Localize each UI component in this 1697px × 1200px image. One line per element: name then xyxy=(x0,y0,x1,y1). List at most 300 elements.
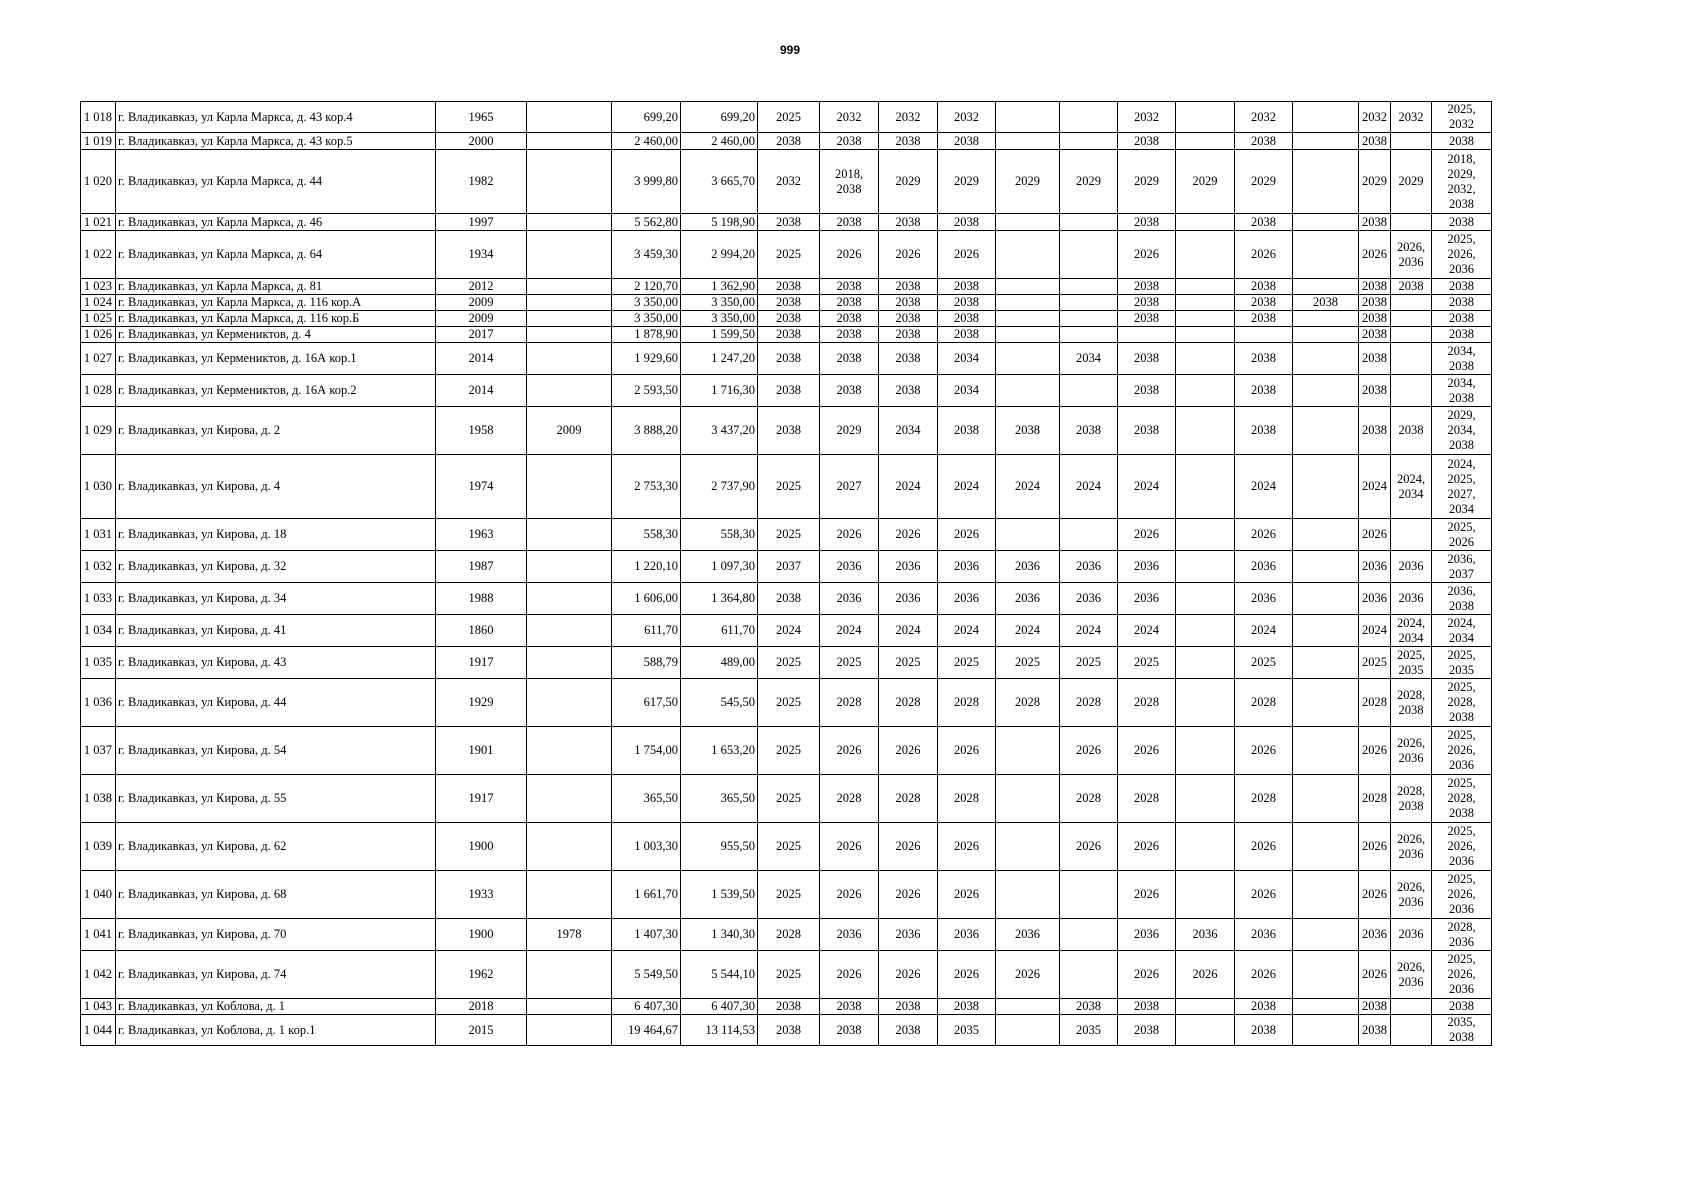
repair-year-cell: 2036, 2037 xyxy=(1432,551,1492,583)
address-cell: г. Владикавказ, ул Кирова, д. 55 xyxy=(116,775,436,823)
row-number-cell: 1 030 xyxy=(81,455,116,519)
row-number-cell: 1 031 xyxy=(81,519,116,551)
repair-year-cell: 2026 xyxy=(879,823,938,871)
address-cell: г. Владикавказ, ул Кермениктов, д. 16А кор.2 xyxy=(116,375,436,407)
repair-year-cell: 2024, 2034 xyxy=(1391,455,1432,519)
row-number-cell: 1 039 xyxy=(81,823,116,871)
build-year-cell: 2014 xyxy=(436,343,527,375)
repair-year-cell xyxy=(1060,133,1118,150)
reconstruction-year-cell xyxy=(527,327,612,343)
repair-year-cell: 2026 xyxy=(1359,231,1391,279)
total-area-cell: 699,20 xyxy=(612,102,681,133)
repair-year-cell: 2036 xyxy=(879,551,938,583)
repair-year-cell: 2038 xyxy=(1432,327,1492,343)
repair-year-cell xyxy=(1293,327,1359,343)
row-number-cell: 1 026 xyxy=(81,327,116,343)
repair-year-cell xyxy=(996,343,1060,375)
repair-year-cell xyxy=(996,775,1060,823)
living-area-cell: 2 994,20 xyxy=(681,231,758,279)
repair-year-cell: 2038 xyxy=(1235,343,1293,375)
total-area-cell: 365,50 xyxy=(612,775,681,823)
repair-year-cell: 2028 xyxy=(879,679,938,727)
repair-year-cell: 2026 xyxy=(938,519,996,551)
repair-year-cell: 2036 xyxy=(1359,551,1391,583)
repair-year-cell: 2026 xyxy=(820,727,879,775)
repair-year-cell xyxy=(1293,871,1359,919)
repair-year-cell: 2024 xyxy=(996,455,1060,519)
repair-year-cell xyxy=(1176,615,1235,647)
address-cell: г. Владикавказ, ул Кирова, д. 41 xyxy=(116,615,436,647)
repair-year-cell: 2038 xyxy=(820,279,879,295)
repair-year-cell: 2036 xyxy=(1176,919,1235,951)
repair-year-cell xyxy=(996,279,1060,295)
table-row xyxy=(81,1015,1492,1046)
repair-year-cell: 2025, 2028, 2038 xyxy=(1432,775,1492,823)
build-year-cell: 1965 xyxy=(436,102,527,133)
repair-year-cell: 2038 xyxy=(1235,375,1293,407)
repair-year-cell xyxy=(1293,647,1359,679)
row-number-cell: 1 021 xyxy=(81,214,116,231)
repair-year-cell xyxy=(1391,311,1432,327)
row-number-cell: 1 028 xyxy=(81,375,116,407)
repair-year-cell: 2038 xyxy=(938,999,996,1015)
reconstruction-year-cell xyxy=(527,311,612,327)
repair-year-cell xyxy=(1293,583,1359,615)
repair-year-cell xyxy=(1293,231,1359,279)
repair-year-cell: 2025, 2035 xyxy=(1432,647,1492,679)
repair-year-cell: 2025, 2028, 2038 xyxy=(1432,679,1492,727)
repair-year-cell: 2038 xyxy=(758,311,820,327)
repair-year-cell: 2038 xyxy=(758,375,820,407)
address-cell: г. Владикавказ, ул Кирова, д. 70 xyxy=(116,919,436,951)
build-year-cell: 1917 xyxy=(436,647,527,679)
reconstruction-year-cell xyxy=(527,279,612,295)
total-area-cell: 1 003,30 xyxy=(612,823,681,871)
repair-year-cell: 2026 xyxy=(1118,231,1176,279)
repair-year-cell: 2024 xyxy=(1235,615,1293,647)
repair-year-cell: 2038 xyxy=(879,327,938,343)
reconstruction-year-cell: 1978 xyxy=(527,919,612,951)
repair-year-cell: 2026 xyxy=(1359,823,1391,871)
repair-year-cell xyxy=(1176,871,1235,919)
repair-year-cell: 2038 xyxy=(820,1015,879,1046)
repair-year-cell: 2038 xyxy=(820,999,879,1015)
repair-year-cell: 2026 xyxy=(1060,823,1118,871)
table-row xyxy=(81,871,1492,919)
repair-year-cell: 2026 xyxy=(879,871,938,919)
address-cell: г. Владикавказ, ул Кирова, д. 32 xyxy=(116,551,436,583)
repair-year-cell: 2035, 2038 xyxy=(1432,1015,1492,1046)
reconstruction-year-cell xyxy=(527,871,612,919)
repair-year-cell: 2025 xyxy=(758,519,820,551)
repair-year-cell: 2038 xyxy=(820,375,879,407)
repair-year-cell xyxy=(1391,133,1432,150)
living-area-cell: 5 198,90 xyxy=(681,214,758,231)
repair-year-cell: 2036 xyxy=(1359,919,1391,951)
repair-year-cell: 2038 xyxy=(820,214,879,231)
repair-year-cell xyxy=(996,727,1060,775)
repair-year-cell: 2029 xyxy=(820,407,879,455)
repair-year-cell: 2038 xyxy=(758,279,820,295)
repair-year-cell: 2038 xyxy=(1060,999,1118,1015)
total-area-cell: 6 407,30 xyxy=(612,999,681,1015)
reconstruction-year-cell xyxy=(527,583,612,615)
repair-year-cell: 2038 xyxy=(1235,133,1293,150)
living-area-cell: 1 097,30 xyxy=(681,551,758,583)
repair-year-cell: 2032 xyxy=(938,102,996,133)
repair-year-cell: 2029 xyxy=(1391,150,1432,214)
repair-year-cell: 2038 xyxy=(758,214,820,231)
repair-year-cell xyxy=(1293,407,1359,455)
repair-year-cell: 2028 xyxy=(1359,775,1391,823)
repair-year-cell xyxy=(1391,327,1432,343)
repair-year-cell xyxy=(1293,775,1359,823)
repair-year-cell: 2028 xyxy=(1060,775,1118,823)
repair-year-cell: 2026 xyxy=(1235,951,1293,999)
repair-year-cell: 2038 xyxy=(938,407,996,455)
repair-year-cell: 2026 xyxy=(938,727,996,775)
repair-year-cell: 2026 xyxy=(1118,727,1176,775)
repair-year-cell: 2038 xyxy=(1359,343,1391,375)
repair-year-cell: 2038 xyxy=(1432,999,1492,1015)
repair-year-cell: 2028 xyxy=(820,679,879,727)
repair-year-cell: 2025 xyxy=(1060,647,1118,679)
repair-year-cell: 2038 xyxy=(1118,343,1176,375)
repair-year-cell xyxy=(1391,519,1432,551)
row-number-cell: 1 024 xyxy=(81,295,116,311)
repair-year-cell: 2038 xyxy=(1359,407,1391,455)
repair-year-cell: 2038 xyxy=(1060,407,1118,455)
reconstruction-year-cell xyxy=(527,375,612,407)
repair-year-cell: 2028 xyxy=(820,775,879,823)
total-area-cell: 1 929,60 xyxy=(612,343,681,375)
reconstruction-year-cell xyxy=(527,999,612,1015)
repair-year-cell: 2025 xyxy=(758,231,820,279)
reconstruction-year-cell xyxy=(527,150,612,214)
table-row xyxy=(81,519,1492,551)
table-row xyxy=(81,295,1492,311)
living-area-cell: 1 362,90 xyxy=(681,279,758,295)
repair-year-cell xyxy=(1293,455,1359,519)
repair-year-cell: 2036 xyxy=(1235,583,1293,615)
reconstruction-year-cell: 2009 xyxy=(527,407,612,455)
repair-year-cell: 2024 xyxy=(879,615,938,647)
build-year-cell: 1963 xyxy=(436,519,527,551)
table-row xyxy=(81,951,1492,999)
table-row xyxy=(81,919,1492,951)
repair-year-cell: 2028 xyxy=(879,775,938,823)
table-row xyxy=(81,647,1492,679)
address-cell: г. Владикавказ, ул Кирова, д. 68 xyxy=(116,871,436,919)
repair-year-cell: 2032 xyxy=(1235,102,1293,133)
repair-year-cell: 2025 xyxy=(758,455,820,519)
row-number-cell: 1 044 xyxy=(81,1015,116,1046)
repair-year-cell xyxy=(1060,214,1118,231)
repair-year-cell: 2038 xyxy=(1235,295,1293,311)
repair-year-cell: 2035 xyxy=(938,1015,996,1046)
repair-year-cell: 2038 xyxy=(1118,407,1176,455)
repair-year-cell: 2025, 2026 xyxy=(1432,519,1492,551)
repair-year-cell: 2026 xyxy=(1118,823,1176,871)
repair-year-cell xyxy=(1293,150,1359,214)
repair-year-cell: 2026 xyxy=(820,871,879,919)
repair-year-cell: 2026 xyxy=(938,951,996,999)
repair-year-cell: 2036, 2038 xyxy=(1432,583,1492,615)
living-area-cell: 1 716,30 xyxy=(681,375,758,407)
repair-year-cell: 2026 xyxy=(820,519,879,551)
repair-year-cell: 2032 xyxy=(879,102,938,133)
table-row xyxy=(81,727,1492,775)
build-year-cell: 2012 xyxy=(436,279,527,295)
repair-year-cell: 2038 xyxy=(1118,1015,1176,1046)
repair-year-cell xyxy=(1060,311,1118,327)
reconstruction-year-cell xyxy=(527,133,612,150)
repair-year-cell: 2038 xyxy=(1118,375,1176,407)
repair-year-cell: 2026 xyxy=(1176,951,1235,999)
table-row xyxy=(81,551,1492,583)
repair-year-cell xyxy=(1391,999,1432,1015)
build-year-cell: 1900 xyxy=(436,823,527,871)
repair-year-cell: 2036 xyxy=(820,919,879,951)
repair-year-cell: 2029, 2034, 2038 xyxy=(1432,407,1492,455)
page-number: 999 xyxy=(779,43,801,57)
repair-year-cell xyxy=(1293,1015,1359,1046)
repair-year-cell: 2038 xyxy=(1432,279,1492,295)
repair-year-cell xyxy=(1060,519,1118,551)
living-area-cell: 1 364,80 xyxy=(681,583,758,615)
repair-year-cell: 2036 xyxy=(879,919,938,951)
repair-year-cell xyxy=(1176,775,1235,823)
repair-year-cell: 2032 xyxy=(1118,102,1176,133)
row-number-cell: 1 032 xyxy=(81,551,116,583)
build-year-cell: 1933 xyxy=(436,871,527,919)
repair-year-cell: 2026, 2036 xyxy=(1391,951,1432,999)
repair-year-cell: 2025 xyxy=(1118,647,1176,679)
repair-year-cell: 2018, 2029, 2032, 2038 xyxy=(1432,150,1492,214)
reconstruction-year-cell xyxy=(527,102,612,133)
repair-year-cell: 2029 xyxy=(938,150,996,214)
repair-year-cell xyxy=(996,1015,1060,1046)
repair-year-cell: 2036 xyxy=(1235,551,1293,583)
repair-year-cell: 2024 xyxy=(1359,615,1391,647)
repair-year-cell: 2029 xyxy=(1235,150,1293,214)
build-year-cell: 1958 xyxy=(436,407,527,455)
repair-year-cell: 2027 xyxy=(820,455,879,519)
repair-year-cell: 2028 xyxy=(1235,679,1293,727)
table-row xyxy=(81,133,1492,150)
repair-year-cell: 2024 xyxy=(996,615,1060,647)
repair-year-cell xyxy=(996,823,1060,871)
repair-year-cell: 2037 xyxy=(758,551,820,583)
table-row xyxy=(81,279,1492,295)
repair-year-cell xyxy=(1391,1015,1432,1046)
living-area-cell: 545,50 xyxy=(681,679,758,727)
table-row xyxy=(81,214,1492,231)
repair-year-cell: 2028, 2038 xyxy=(1391,775,1432,823)
repair-year-cell: 2038 xyxy=(879,311,938,327)
repair-year-cell xyxy=(1176,214,1235,231)
repair-year-cell xyxy=(1060,951,1118,999)
repair-year-cell: 2025 xyxy=(758,775,820,823)
repair-year-cell: 2038 xyxy=(879,375,938,407)
repair-year-cell: 2026 xyxy=(1235,823,1293,871)
repair-year-cell: 2038 xyxy=(1359,279,1391,295)
reconstruction-year-cell xyxy=(527,1015,612,1046)
repair-year-cell: 2038 xyxy=(820,311,879,327)
living-area-cell: 2 460,00 xyxy=(681,133,758,150)
repair-year-cell xyxy=(1060,871,1118,919)
table-row xyxy=(81,375,1492,407)
living-area-cell: 1 599,50 xyxy=(681,327,758,343)
repair-year-cell: 2026 xyxy=(879,727,938,775)
repair-year-cell: 2036 xyxy=(1118,583,1176,615)
repair-year-cell xyxy=(1176,375,1235,407)
repair-year-cell xyxy=(1060,375,1118,407)
repair-year-cell xyxy=(1176,133,1235,150)
living-area-cell: 13 114,53 xyxy=(681,1015,758,1046)
total-area-cell: 5 549,50 xyxy=(612,951,681,999)
repair-year-cell: 2024 xyxy=(938,615,996,647)
repair-year-cell: 2038 xyxy=(820,295,879,311)
repair-year-cell: 2038 xyxy=(1432,295,1492,311)
build-year-cell: 1934 xyxy=(436,231,527,279)
repair-year-cell: 2025 xyxy=(758,647,820,679)
repair-year-cell: 2036 xyxy=(996,551,1060,583)
repair-year-cell: 2025 xyxy=(879,647,938,679)
repair-year-cell xyxy=(1293,615,1359,647)
repair-year-cell xyxy=(1391,343,1432,375)
repair-year-cell xyxy=(996,231,1060,279)
living-area-cell: 5 544,10 xyxy=(681,951,758,999)
reconstruction-year-cell xyxy=(527,519,612,551)
repair-year-cell: 2026 xyxy=(1359,727,1391,775)
repair-year-cell: 2038 xyxy=(938,295,996,311)
repair-year-cell: 2034 xyxy=(938,343,996,375)
total-area-cell: 3 350,00 xyxy=(612,295,681,311)
build-year-cell: 1988 xyxy=(436,583,527,615)
reconstruction-year-cell xyxy=(527,231,612,279)
total-area-cell: 3 459,30 xyxy=(612,231,681,279)
build-year-cell: 2000 xyxy=(436,133,527,150)
repair-year-cell xyxy=(1176,727,1235,775)
living-area-cell: 955,50 xyxy=(681,823,758,871)
repair-year-cell: 2026 xyxy=(938,871,996,919)
repair-year-cell xyxy=(1060,231,1118,279)
repair-year-cell: 2032 xyxy=(820,102,879,133)
address-cell: г. Владикавказ, ул Кирова, д. 2 xyxy=(116,407,436,455)
repair-year-cell: 2026 xyxy=(1235,871,1293,919)
build-year-cell: 1900 xyxy=(436,919,527,951)
living-area-cell: 699,20 xyxy=(681,102,758,133)
repair-year-cell: 2025 xyxy=(758,727,820,775)
repair-year-cell: 2038 xyxy=(820,343,879,375)
address-cell: г. Владикавказ, ул Кирова, д. 54 xyxy=(116,727,436,775)
repair-year-cell xyxy=(1176,311,1235,327)
repair-year-cell xyxy=(1176,279,1235,295)
repair-year-cell xyxy=(1293,279,1359,295)
repair-year-cell xyxy=(1176,679,1235,727)
table-row xyxy=(81,679,1492,727)
table-row xyxy=(81,999,1492,1015)
repair-year-cell: 2038 xyxy=(1359,311,1391,327)
repair-year-cell: 2038 xyxy=(820,133,879,150)
reconstruction-year-cell xyxy=(527,951,612,999)
repair-year-cell: 2038 xyxy=(758,295,820,311)
row-number-cell: 1 020 xyxy=(81,150,116,214)
build-year-cell: 2017 xyxy=(436,327,527,343)
repair-year-cell: 2036 xyxy=(938,551,996,583)
reconstruction-year-cell xyxy=(527,727,612,775)
repair-year-cell: 2038 xyxy=(1359,327,1391,343)
repair-year-cell: 2024, 2034 xyxy=(1432,615,1492,647)
address-cell: г. Владикавказ, ул Кирова, д. 34 xyxy=(116,583,436,615)
reconstruction-year-cell xyxy=(527,823,612,871)
row-number-cell: 1 038 xyxy=(81,775,116,823)
repair-year-cell: 2025 xyxy=(938,647,996,679)
repair-year-cell: 2038 xyxy=(1359,133,1391,150)
row-number-cell: 1 034 xyxy=(81,615,116,647)
total-area-cell: 1 220,10 xyxy=(612,551,681,583)
repair-year-cell: 2025 xyxy=(758,823,820,871)
repair-year-cell xyxy=(1293,679,1359,727)
repair-year-cell xyxy=(996,999,1060,1015)
repair-year-cell: 2038 xyxy=(1235,407,1293,455)
repair-year-cell: 2032 xyxy=(1391,102,1432,133)
total-area-cell: 2 120,70 xyxy=(612,279,681,295)
repair-year-cell xyxy=(996,375,1060,407)
repair-year-cell: 2038 xyxy=(879,343,938,375)
total-area-cell: 558,30 xyxy=(612,519,681,551)
repair-year-cell xyxy=(1293,133,1359,150)
repair-year-cell: 2038 xyxy=(1359,214,1391,231)
repair-year-cell: 2038 xyxy=(1359,295,1391,311)
build-year-cell: 1987 xyxy=(436,551,527,583)
repair-year-cell xyxy=(1176,407,1235,455)
build-year-cell: 1962 xyxy=(436,951,527,999)
table-row xyxy=(81,823,1492,871)
table-row xyxy=(81,231,1492,279)
repair-year-cell: 2038 xyxy=(996,407,1060,455)
repair-year-cell: 2028 xyxy=(1118,679,1176,727)
repair-year-cell xyxy=(1176,102,1235,133)
repair-year-cell: 2038 xyxy=(938,311,996,327)
repair-year-cell: 2025, 2026, 2036 xyxy=(1432,727,1492,775)
repair-year-cell xyxy=(1293,551,1359,583)
repair-year-cell: 2035 xyxy=(1060,1015,1118,1046)
total-area-cell: 1 661,70 xyxy=(612,871,681,919)
address-cell: г. Владикавказ, ул Кирова, д. 44 xyxy=(116,679,436,727)
address-cell: г. Владикавказ, ул Карла Маркса, д. 64 xyxy=(116,231,436,279)
repair-year-cell: 2032 xyxy=(758,150,820,214)
total-area-cell: 1 606,00 xyxy=(612,583,681,615)
repair-year-cell: 2036 xyxy=(1118,919,1176,951)
repair-year-cell: 2025 xyxy=(820,647,879,679)
total-area-cell: 617,50 xyxy=(612,679,681,727)
table-row xyxy=(81,455,1492,519)
repair-year-cell: 2038 xyxy=(758,999,820,1015)
row-number-cell: 1 029 xyxy=(81,407,116,455)
table-row xyxy=(81,615,1492,647)
repair-year-cell: 2029 xyxy=(996,150,1060,214)
address-cell: г. Владикавказ, ул Кирова, д. 43 xyxy=(116,647,436,679)
repair-year-cell xyxy=(1293,214,1359,231)
repair-year-cell: 2036 xyxy=(1118,551,1176,583)
repair-year-cell: 2026 xyxy=(1235,231,1293,279)
repair-year-cell: 2036 xyxy=(879,583,938,615)
reconstruction-year-cell xyxy=(527,343,612,375)
total-area-cell: 2 753,30 xyxy=(612,455,681,519)
living-area-cell: 3 350,00 xyxy=(681,295,758,311)
